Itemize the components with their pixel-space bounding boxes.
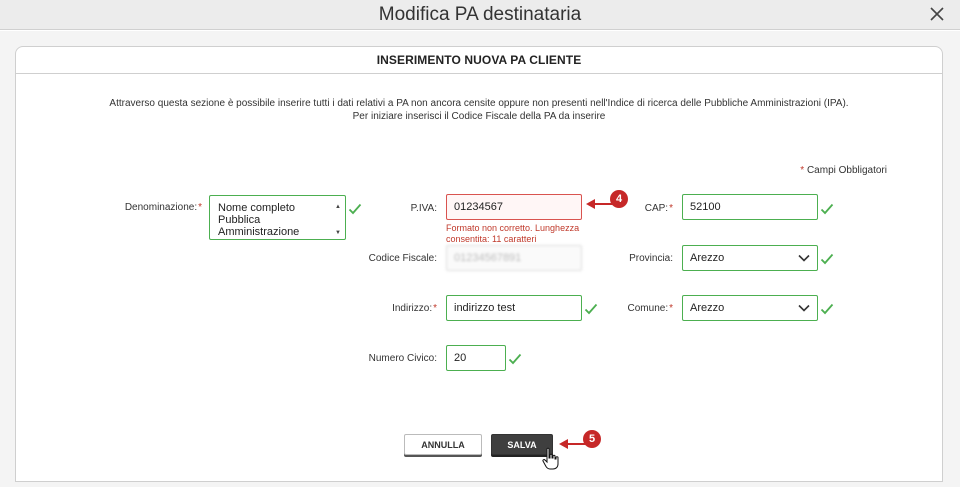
piva-input[interactable]: 01234567 [446, 194, 582, 220]
required-asterisk: * [433, 303, 437, 314]
numero-civico-input[interactable]: 20 [446, 345, 506, 371]
denominazione-line-1: Nome completo [218, 202, 296, 214]
intro-line-1: Attraverso questa sezione è possibile inserire tutti i dati relativi a PA non ancora censite oppure non presenti nell'Indice di ricerca delle Pubbliche Amministrazioni (IPA). [109, 98, 849, 109]
chevron-down-icon [798, 304, 810, 312]
dialog-titlebar [0, 0, 960, 30]
valid-check-icon [820, 202, 834, 216]
required-asterisk: * [198, 202, 202, 213]
scroll-down-icon[interactable]: ▼ [335, 230, 341, 236]
denominazione-textarea[interactable] [209, 195, 346, 240]
form-panel [15, 46, 943, 482]
comune-selected-value: Arezzo [690, 302, 725, 314]
comune-label [596, 303, 673, 314]
indirizzo-label-text: Indirizzo: [392, 303, 433, 314]
cancel-button[interactable]: ANNULLA [404, 434, 482, 455]
cap-label [616, 203, 673, 214]
provincia-selected-value: Arezzo [690, 252, 725, 264]
required-asterisk: * [669, 203, 673, 214]
intro-line-2: Per iniziare inserisci il Codice Fiscale della PA da inserire [352, 111, 606, 122]
close-icon[interactable] [928, 5, 946, 23]
required-asterisk: * [800, 165, 805, 176]
valid-check-icon [820, 302, 834, 316]
valid-check-icon [820, 252, 834, 266]
provincia-label: Provincia: [629, 253, 673, 264]
indirizzo-label [346, 303, 437, 314]
comune-select[interactable] [682, 295, 818, 321]
denominazione-label [76, 202, 202, 213]
numero-civico-label: Numero Civico: [368, 353, 437, 364]
indirizzo-input[interactable]: indirizzo test [446, 295, 582, 321]
scroll-up-icon[interactable]: ▲ [335, 204, 341, 210]
provincia-select[interactable] [682, 245, 818, 271]
denominazione-line-3: Amministrazione [218, 226, 300, 238]
piva-error-message: Formato non corretto. Lunghezza consentita: 11 caratteri [446, 223, 580, 244]
valid-check-icon [508, 352, 522, 366]
cap-label-text: CAP: [644, 203, 669, 214]
step-callout-4: 4 [610, 190, 628, 208]
required-asterisk: * [669, 303, 673, 314]
dialog-title: Modifica PA destinataria [378, 4, 582, 25]
hand-cursor-icon [540, 447, 560, 471]
chevron-down-icon [798, 254, 810, 262]
step-callout-5: 5 [583, 430, 601, 448]
panel-heading: INSERIMENTO NUOVA PA CLIENTE [16, 47, 942, 74]
cap-input[interactable]: 52100 [682, 194, 818, 220]
codice-fiscale-input[interactable]: 01234567891 [446, 245, 582, 271]
required-fields-note [800, 165, 887, 176]
denominazione-label-text: Denominazione: [124, 202, 198, 213]
codice-fiscale-label: Codice Fiscale: [368, 253, 437, 264]
denominazione-line-2: Pubblica [218, 214, 261, 226]
comune-label-text: Comune: [627, 303, 669, 314]
required-note-text: Campi Obbligatori [806, 165, 887, 176]
save-button[interactable]: SALVA [491, 434, 553, 455]
dialog-body [0, 31, 960, 487]
piva-label: P.IVA: [410, 203, 437, 214]
intro-text [16, 97, 942, 123]
